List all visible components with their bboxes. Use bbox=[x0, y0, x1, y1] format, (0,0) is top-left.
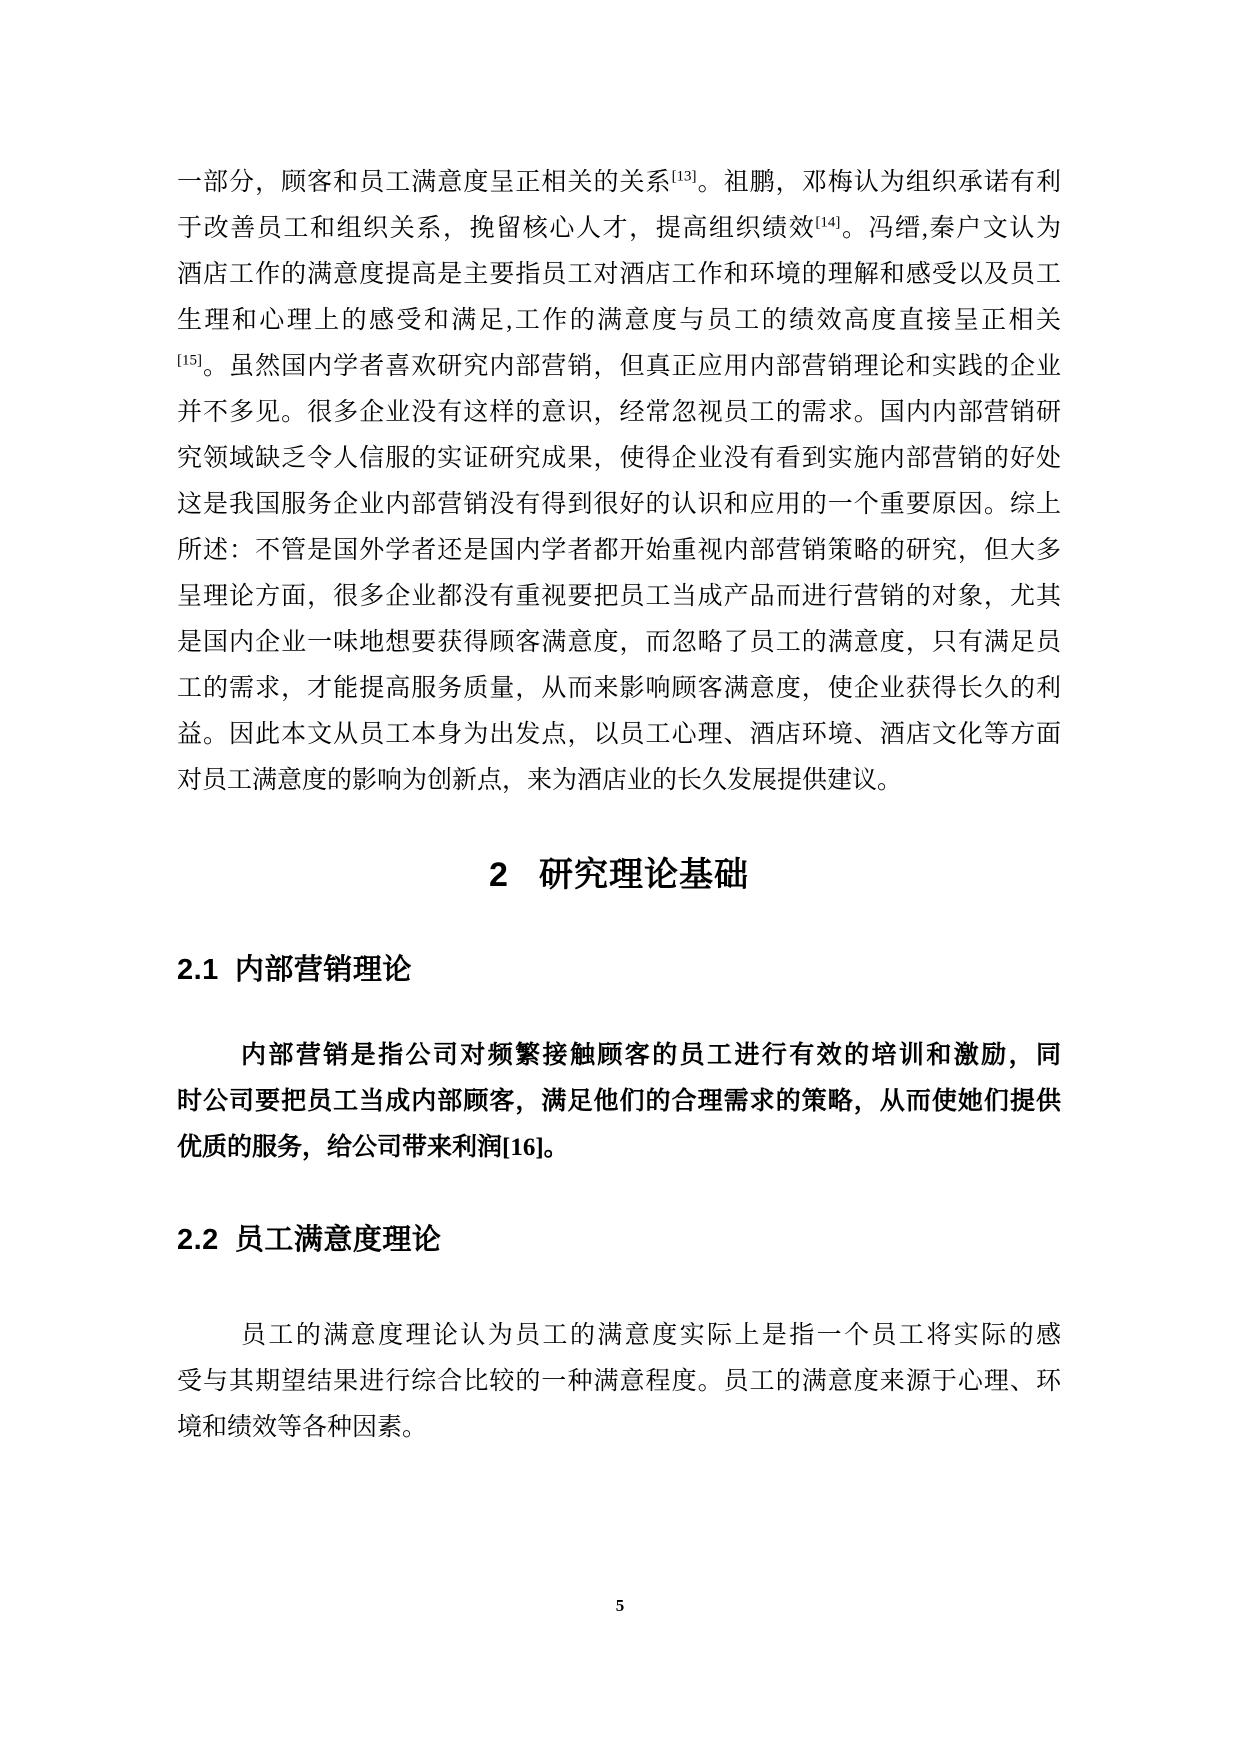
text-line bbox=[177, 160, 1061, 206]
text-line bbox=[177, 252, 1061, 298]
text-run: 是国内企业一味地想要获得顾客满意度，而忽略了员工的满意度，只有满足员 bbox=[177, 629, 1061, 656]
chapter-title: 研究理论基础 bbox=[538, 856, 749, 894]
text-line bbox=[177, 390, 1061, 436]
text-line bbox=[177, 1405, 1061, 1451]
section-title: 内部营销理论 bbox=[234, 954, 412, 986]
section-2-2-paragraph bbox=[177, 1313, 1061, 1451]
text-run: 酒店工作的满意度提高是主要指员工对酒店工作和环境的理解和感受以及员工 bbox=[177, 261, 1061, 288]
text-line bbox=[177, 528, 1061, 574]
text-run: 益。因此本文从员工本身为出发点，以员工心理、酒店环境、酒店文化等方面 bbox=[177, 721, 1061, 748]
text-run: 于改善员工和组织关系，挽留核心人才，提高组织绩效 bbox=[177, 215, 816, 242]
page-number: 5 bbox=[615, 1596, 625, 1615]
chapter-heading bbox=[177, 852, 1061, 898]
section-number: 2.2 bbox=[177, 1224, 219, 1256]
text-line bbox=[177, 436, 1061, 482]
text-line bbox=[177, 1125, 1061, 1171]
text-line bbox=[177, 758, 1061, 804]
text-run: 优质的服务，给公司带来利润[16]。 bbox=[177, 1134, 569, 1161]
text-run: 员工的满意度理论认为员工的满意度实际上是指一个员工将实际的感 bbox=[241, 1322, 1061, 1349]
intro-paragraph bbox=[177, 160, 1061, 804]
text-line bbox=[177, 298, 1061, 344]
text-run: 所述：不管是国外学者还是国内学者都开始重视内部营销策略的研究，但大多 bbox=[177, 537, 1061, 564]
section-heading-2-1 bbox=[177, 948, 1061, 992]
text-run: 。祖鹏，邓梅认为组织承诺有利 bbox=[696, 169, 1061, 196]
chapter-number: 2 bbox=[489, 856, 509, 894]
citation-ref: [13] bbox=[671, 168, 697, 185]
section-number: 2.1 bbox=[177, 954, 219, 986]
text-run: 究领域缺乏令人信服的实证研究成果，使得企业没有看到实施内部营销的好处 bbox=[177, 445, 1061, 472]
text-line bbox=[177, 666, 1061, 712]
text-run: 一部分，顾客和员工满意度呈正相关的关系 bbox=[177, 169, 672, 196]
text-line bbox=[177, 344, 1061, 390]
citation-ref: [14] bbox=[815, 214, 841, 231]
citation-ref: [15] bbox=[177, 352, 202, 369]
text-run: 呈理论方面，很多企业都没有重视要把员工当成产品而进行营销的对象，尤其 bbox=[177, 583, 1061, 610]
text-line bbox=[177, 712, 1061, 758]
section-title: 员工满意度理论 bbox=[234, 1224, 442, 1256]
text-line bbox=[177, 1079, 1061, 1125]
text-line bbox=[177, 1313, 1061, 1359]
text-run: 对员工满意度的影响为创新点，来为酒店业的长久发展提供建议。 bbox=[177, 767, 903, 794]
text-run: 时公司要把员工当成内部顾客，满足他们的合理需求的策略，从而使她们提供 bbox=[177, 1088, 1061, 1115]
text-run: 内部营销是指公司对频繁接触顾客的员工进行有效的培训和激励，同 bbox=[241, 1042, 1061, 1069]
text-run: 工的需求，才能提高服务质量，从而来影响顾客满意度，使企业获得长久的利 bbox=[177, 675, 1061, 702]
text-line bbox=[177, 574, 1061, 620]
text-run: 这是我国服务企业内部营销没有得到很好的认识和应用的一个重要原因。综上 bbox=[177, 491, 1061, 518]
text-run: 受与其期望结果进行综合比较的一种满意程度。员工的满意度来源于心理、环 bbox=[177, 1368, 1061, 1395]
text-run: 。冯缙,秦户文认为 bbox=[840, 215, 1061, 242]
text-run: 生理和心理上的感受和满足,工作的满意度与员工的绩效高度直接呈正相关 bbox=[177, 307, 1061, 334]
text-line bbox=[177, 206, 1061, 252]
section-heading-2-2 bbox=[177, 1218, 1061, 1262]
text-run: 。虽然国内学者喜欢研究内部营销，但真正应用内部营销理论和实践的企业 bbox=[202, 353, 1061, 380]
text-line bbox=[177, 1033, 1061, 1079]
text-run: 并不多见。很多企业没有这样的意识，经常忽视员工的需求。国内内部营销研 bbox=[177, 399, 1061, 426]
text-line bbox=[177, 482, 1061, 528]
text-line bbox=[177, 1359, 1061, 1405]
text-line bbox=[177, 620, 1061, 666]
text-run: 境和绩效等各种因素。 bbox=[177, 1414, 428, 1441]
section-2-1-paragraph bbox=[177, 1033, 1061, 1171]
